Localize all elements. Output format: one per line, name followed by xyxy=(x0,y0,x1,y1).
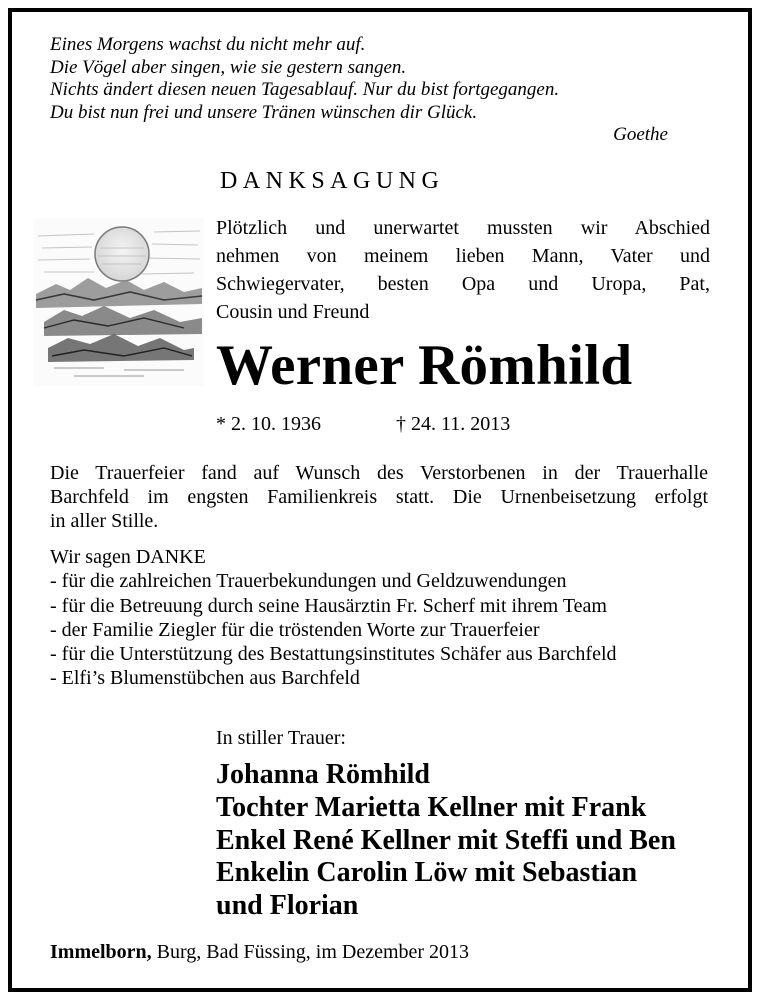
mourner-line: Tochter Marietta Kellner mit Frank xyxy=(216,791,647,823)
deceased-name: Werner Römhild xyxy=(216,334,633,397)
footer-place: Immelborn, xyxy=(50,941,152,963)
mourner-line: Enkel René Kellner mit Steffi und Ben xyxy=(216,824,676,856)
life-dates xyxy=(216,413,511,436)
poem-line: Die Vögel aber singen, wie sie gestern sangen. xyxy=(50,56,407,78)
thanks-heading: Wir sagen DANKE xyxy=(50,546,206,568)
mourning-label: In stiller Trauer: xyxy=(216,727,346,749)
death-date: † 24. 11. 2013 xyxy=(396,413,511,435)
service-line: in aller Stille. xyxy=(50,510,159,532)
poem-author: Goethe xyxy=(613,124,668,145)
footer-rest: Burg, Bad Füssing, im Dezember 2013 xyxy=(151,941,470,963)
intro-line: nehmen von meinem lieben Mann, Vater und xyxy=(216,245,710,267)
sun-over-mountains-sketch-icon xyxy=(34,218,204,386)
poem xyxy=(50,34,690,147)
heading-danksagung: DANKSAGUNG xyxy=(220,168,445,194)
mourner-line: und Florian xyxy=(216,890,359,922)
footer-place-date xyxy=(50,941,469,964)
poem-line: Nichts ändert diesen neuen Tagesablauf. Nur du bist fortgegangen. xyxy=(50,79,560,100)
mourner-line: Johanna Römhild xyxy=(216,759,430,790)
intro-text xyxy=(216,214,710,326)
thanks-list xyxy=(50,545,730,691)
mourner-line: Enkelin Carolin Löw mit Sebastian xyxy=(216,857,638,889)
thanks-item: - Elfi’s Blumenstübchen aus Barchfeld xyxy=(50,667,360,690)
poem-line: Du bist nun frei und unsere Tränen wünschen dir Glück. xyxy=(50,101,478,123)
poem-line: Eines Morgens wachst du nicht mehr auf. xyxy=(50,34,366,55)
birth-date: * 2. 10. 1936 xyxy=(216,413,321,435)
mourners-list xyxy=(216,759,676,923)
thanks-item: - für die Betreuung durch seine Hausärztin Fr. Scherf mit ihrem Team xyxy=(50,594,607,617)
service-text xyxy=(50,461,708,533)
thanks-item: - für die zahlreichen Trauerbekundungen und Geldzuwendungen xyxy=(50,570,567,593)
service-line: Barchfeld im engsten Familienkreis statt. Die Urnenbeisetzung erfolgt xyxy=(50,486,708,508)
intro-line: Cousin und Freund xyxy=(216,301,370,323)
thanks-item: - für die Unterstützung des Bestattungsinstitutes Schäfer aus Barchfeld xyxy=(50,643,617,666)
service-line: Die Trauerfeier fand auf Wunsch des Verstorbenen in der Trauerhalle xyxy=(50,462,708,484)
intro-line: Schwiegervater, besten Opa und Uropa, Pat, xyxy=(216,273,710,295)
thanks-item: - der Familie Ziegler für die tröstenden Worte zur Trauerfeier xyxy=(50,618,540,641)
intro-line: Plötzlich und unerwartet mussten wir Abschied xyxy=(216,217,710,239)
